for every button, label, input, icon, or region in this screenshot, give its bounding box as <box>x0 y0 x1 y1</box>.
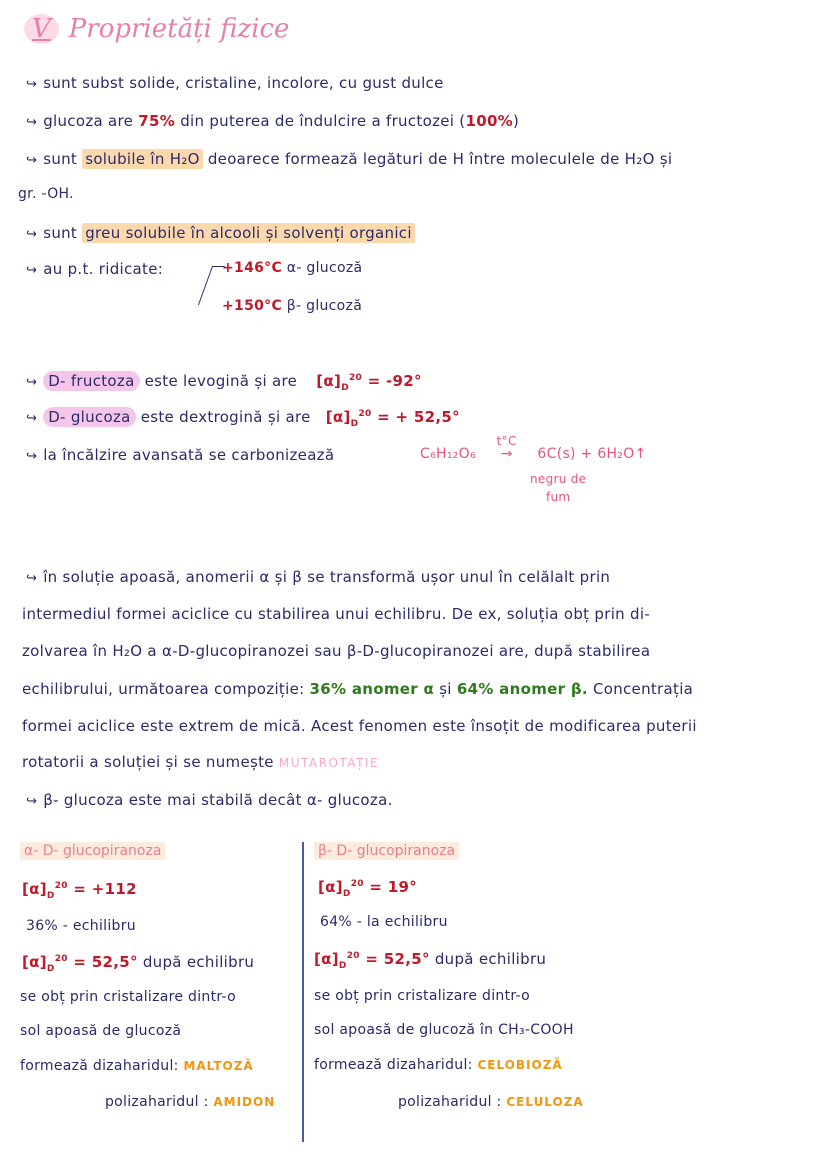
right-rotation-initial: $[\alpha]_D^{20} = 19^\circ$ <box>318 878 418 899</box>
highlight-fructoza: D- fructoza <box>43 371 139 391</box>
reaction-note: negru de fum <box>530 472 587 504</box>
arrow-icon: ↪ <box>26 571 38 586</box>
bullet-melting-points: ↪ au p.t. ridicate: <box>26 260 164 278</box>
highlight-greu-solubile: greu solubile în alcooli și solvenți organici <box>82 223 415 243</box>
arrow-icon: ↪ <box>26 411 38 426</box>
rotation-glucoza: $[\alpha]_D^{20}$ = + 52,5° <box>325 408 460 429</box>
left-dizaharid-value: MALTOZĂ <box>183 1059 254 1073</box>
arrow-icon: ↪ <box>26 449 38 464</box>
right-rotation-equilibrium: $[\alpha]_D^{20} = 52,5^\circ$ după echilibru <box>314 950 547 971</box>
para-line-2: intermediul formei aciclice cu stabilirea unui echilibru. De ex, soluția obț prin di- <box>22 605 651 623</box>
arrow-icon: ↪ <box>26 77 38 92</box>
bullet-solubility-water: ↪ sunt solubile în H₂O deoarece formează legături de H între moleculele de H₂O și <box>26 150 673 168</box>
page-title <box>24 14 289 44</box>
bullet-solubility-cont: gr. -OH. <box>18 186 74 202</box>
arrow-icon: ↪ <box>26 794 38 809</box>
left-rotation-initial: $[\alpha]_D^{20} = +112$ <box>22 880 137 901</box>
pt-alpha: +146°C α- glucoză <box>222 260 363 276</box>
composition-beta: 64% anomer β. <box>456 680 588 698</box>
right-polizaharid: polizaharidul : CELULOZA <box>398 1094 584 1110</box>
para-line-6: rotatorii a soluției și se numește MUTAROTAȚIE <box>22 753 380 771</box>
section-number: V <box>24 14 59 44</box>
right-equilibrium-pct: 64% - la echilibru <box>320 914 448 930</box>
arrow-icon: ↪ <box>26 227 38 242</box>
arrow-icon: ↪ <box>26 263 38 278</box>
left-dizaharid: formează dizaharidul: MALTOZĂ <box>20 1058 254 1074</box>
left-obtain-2: sol apoasă de glucoză <box>20 1023 182 1039</box>
title-text: Proprietăți fizice <box>68 14 290 44</box>
arrow-icon: ↪ <box>26 375 38 390</box>
para-line-5: formei aciclice este extrem de mică. Acest fenomen este însoțit de modificarea puterii <box>22 717 697 735</box>
para-line-4: echilibrului, următoarea compoziție: 36% anomer α și 64% anomer β. Concentrația <box>22 680 694 698</box>
right-dizaharid: formează dizaharidul: CELOBIOZĂ <box>314 1057 563 1073</box>
composition-alpha: 36% anomer α <box>309 680 435 698</box>
left-column-heading: α- D- glucopiranoza <box>20 843 165 859</box>
right-dizaharid-value: CELOBIOZĂ <box>477 1058 563 1072</box>
bullet-sweetness: ↪ glucoza are 75% din puterea de îndulcire a fructozei (100%) <box>26 112 520 130</box>
arrow-icon: ↪ <box>26 153 38 168</box>
left-obtain-1: se obț prin cristalizare dintr-o <box>20 989 237 1005</box>
carbonization-reaction: C₆H₁₂O₆ t°C → 6C(s) + 6H₂O↑ <box>420 434 647 462</box>
column-divider <box>302 842 304 1142</box>
para-line-1: ↪ în soluție apoasă, anomerii α și β se transformă ușor unul în celălalt prin <box>26 568 611 586</box>
reaction-arrow: t°C → <box>496 434 517 462</box>
right-polizaharid-value: CELULOZA <box>506 1095 584 1109</box>
para-line-7: ↪ β- glucoza este mai stabilă decât α- glucoza. <box>26 791 393 809</box>
left-polizaharid-value: AMIDON <box>213 1095 276 1109</box>
bullet-glucoza: ↪ D- glucoza este dextrogină și are $[\alpha]_D^{20}$ = + 52,5° <box>26 408 460 429</box>
term-mutarotatie: MUTAROTAȚIE <box>278 756 380 770</box>
left-equilibrium-pct: 36% - echilibru <box>26 918 136 934</box>
bullet-physical-state: ↪ sunt subst solide, cristaline, incolore, cu gust dulce <box>26 74 444 92</box>
highlight-solubile-h2o: solubile în H₂O <box>82 149 203 169</box>
arrow-icon: ↪ <box>26 115 38 130</box>
bullet-carbonization: ↪ la încălzire avansată se carbonizează <box>26 446 335 464</box>
left-rotation-equilibrium: $[\alpha]_D^{20} = 52,5^\circ$ după echilibru <box>22 953 255 974</box>
right-obtain-2: sol apoasă de glucoză în CH₃-COOH <box>314 1022 574 1038</box>
fructose-sweetness-value: 100% <box>465 112 514 130</box>
para-line-3: zolvarea în H₂O a α-D-glucopiranozei sau β-D-glucopiranozei are, după stabilirea <box>22 642 651 660</box>
bullet-fructoza: ↪ D- fructoza este levogină și are $[\alpha]_D^{20} = -92^\circ$ <box>26 372 422 393</box>
pt-beta: +150°C β- glucoză <box>222 298 363 314</box>
right-obtain-1: se obț prin cristalizare dintr-o <box>314 988 531 1004</box>
bullet-solubility-alcohol: ↪ sunt greu solubile în alcooli și solvenți organici <box>26 224 415 242</box>
sweetness-value: 75% <box>138 112 176 130</box>
left-polizaharid: polizaharidul : AMIDON <box>105 1094 276 1110</box>
rotation-fructoza: $[\alpha]_D^{20} = -92^\circ$ <box>316 372 422 393</box>
right-column-heading: β- D- glucopiranoza <box>314 843 459 859</box>
highlight-glucoza: D- glucoza <box>43 407 135 427</box>
